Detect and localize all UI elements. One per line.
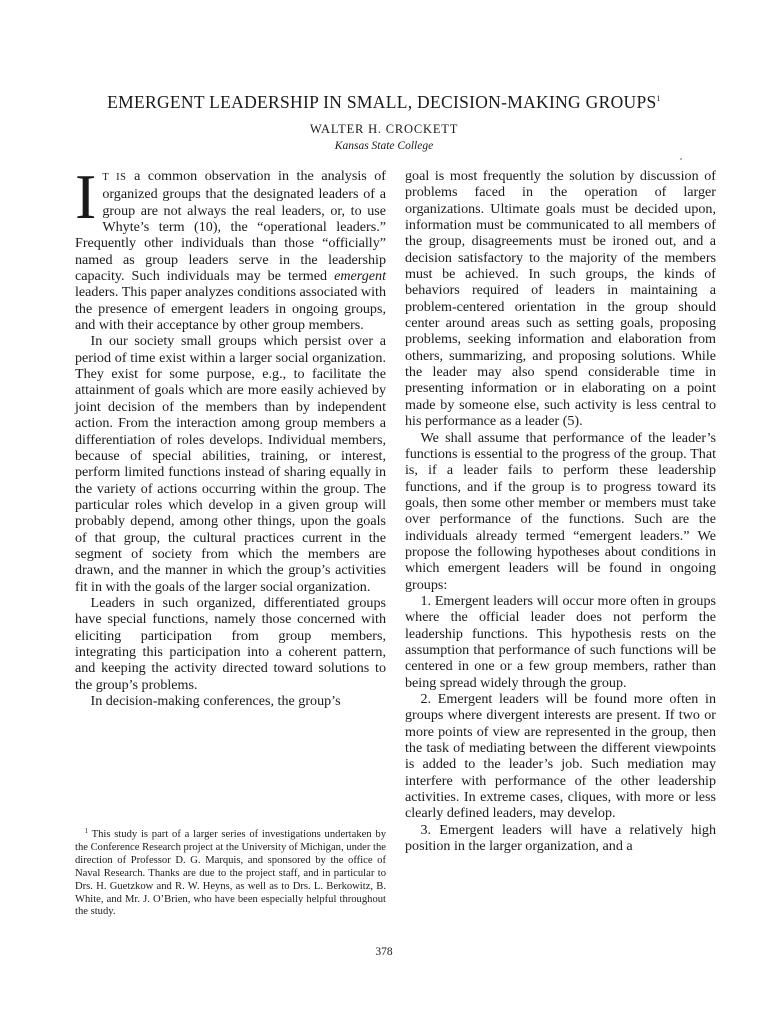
left-column bbox=[75, 161, 387, 709]
footnote-text: This study is part of a larger series of investigations undertaken by the Conference Research project at the University of Michigan, under the direction of Professor D. G. Marquis, and sponsored by the office of Naval Research. Thanks are due to the project staff, and in particular to Drs. H. Guetzkow and R. W. Heyns, as well as to Drs. L. Berkowitz, B. White, and Mr. J. O’Brien, who have been especially helpful throughout the study. bbox=[75, 829, 386, 918]
print-speck bbox=[680, 158, 682, 160]
paragraph bbox=[75, 161, 387, 334]
paragraph: 2. Emergent leaders will be found more often in groups where divergent interests are present. If two or more points of view are represented in the group, then the task of mediating between the different viewpoints is added to the leader’s job. Such mediation may interfere with performance of the other leadership activities. In extreme cases, cliques, with more or less clearly defined leaders, may develop. bbox=[405, 691, 716, 822]
paragraph: In our society small groups which persist over a period of time exist within a larger social organization. They exist for some purpose, e.g., to facilitate the attainment of goals which are more easily achieved by joint decision of the members than by independent action. From the interaction among group members a differentiation of roles develops. Individual members, because of special abilities, training, or interest, perform limited functions instead of sharing equally in the variety of actions occurring within the group. The particular roles which develop in a given group will probably depend, among other things, upon the goals of that group, the cultural practices current in the segment of society from which the members are drawn, and the manner in which the group’s activities fit in with the goals of the larger social organization. bbox=[75, 333, 386, 595]
paragraph: goal is most frequently the solution by discussion of problems faced in the operation of larger organizations. Ultimate goals must be decided upon, information must be communicated to all members of the group, disagreements must be ironed out, and a decision satisfactory to the majority of the members must be achieved. In such groups, the kinds of behaviors required of leaders in maintaining a problem-centered orientation in the group should center around areas such as setting goals, proposing problems, seeking information and elaboration from others, summarizing, and proposing solutions. While the leader may also spend considerable time in presenting information or in elaborating on a point made by someone else, such activity is less central to his performance as a leader (5). bbox=[405, 168, 716, 430]
paragraph: We shall assume that performance of the leader’s functions is essential to the progress of the group. That is, if a leader fails to perform these leadership functions, and if the group is to progress toward its goals, then some other member or members must take over performance of the functions. Such are the individuals already termed “emergent leaders.” We propose the following hypotheses about conditions in which emergent leaders will be found in ongoing groups: bbox=[405, 429, 716, 593]
page-number: 378 bbox=[375, 946, 393, 958]
title-footnote-mark: 1 bbox=[656, 94, 661, 103]
article-title-text: EMERGENT LEADERSHIP IN SMALL, DECISION-MAKING GROUPS bbox=[107, 92, 657, 112]
paragraph: Leaders in such organized, differentiated groups have special functions, namely those concerned with eliciting participation from group members, integrating this participation into a coherent pattern, and keeping the activity directed toward solutions to the group’s problems. bbox=[75, 594, 386, 693]
paragraph-text: a common observation in the analysis of organized groups that the designated leaders of a group are not always the real leaders, or, to use Whyte’s term (10), the “operational leaders.” Frequently other individuals than those “officially” named as group leaders serve in the leadership capacity. Such individuals may be termed bbox=[75, 168, 387, 285]
footnote-mark: 1 bbox=[84, 827, 89, 835]
paragraph: 3. Emergent leaders will have a relatively high position in the larger organization, and a bbox=[405, 821, 716, 855]
footnote bbox=[75, 825, 386, 919]
article-title bbox=[0, 92, 768, 113]
author-name: WALTER H. CROCKETT bbox=[309, 122, 459, 136]
emphasis-text: emergent bbox=[334, 268, 386, 285]
author-affiliation: Kansas State College bbox=[334, 140, 434, 152]
paragraph-text: leaders. This paper analyzes conditions associated with the presence of emergent leaders in ongoing groups, and with their acceptance by other group members. bbox=[75, 284, 386, 334]
right-column bbox=[405, 168, 716, 854]
paragraph: 1. Emergent leaders will occur more often in groups where the official leader does not perform the leadership functions. This hypothesis rests on the assumption that performance of such functions will be centered in one or a few group members, rather than being spread widely through the group. bbox=[405, 592, 716, 691]
paragraph: In decision-making conferences, the group’s bbox=[90, 693, 341, 709]
drop-cap: I bbox=[75, 161, 97, 232]
lead-in-smallcaps: T IS bbox=[102, 172, 127, 183]
